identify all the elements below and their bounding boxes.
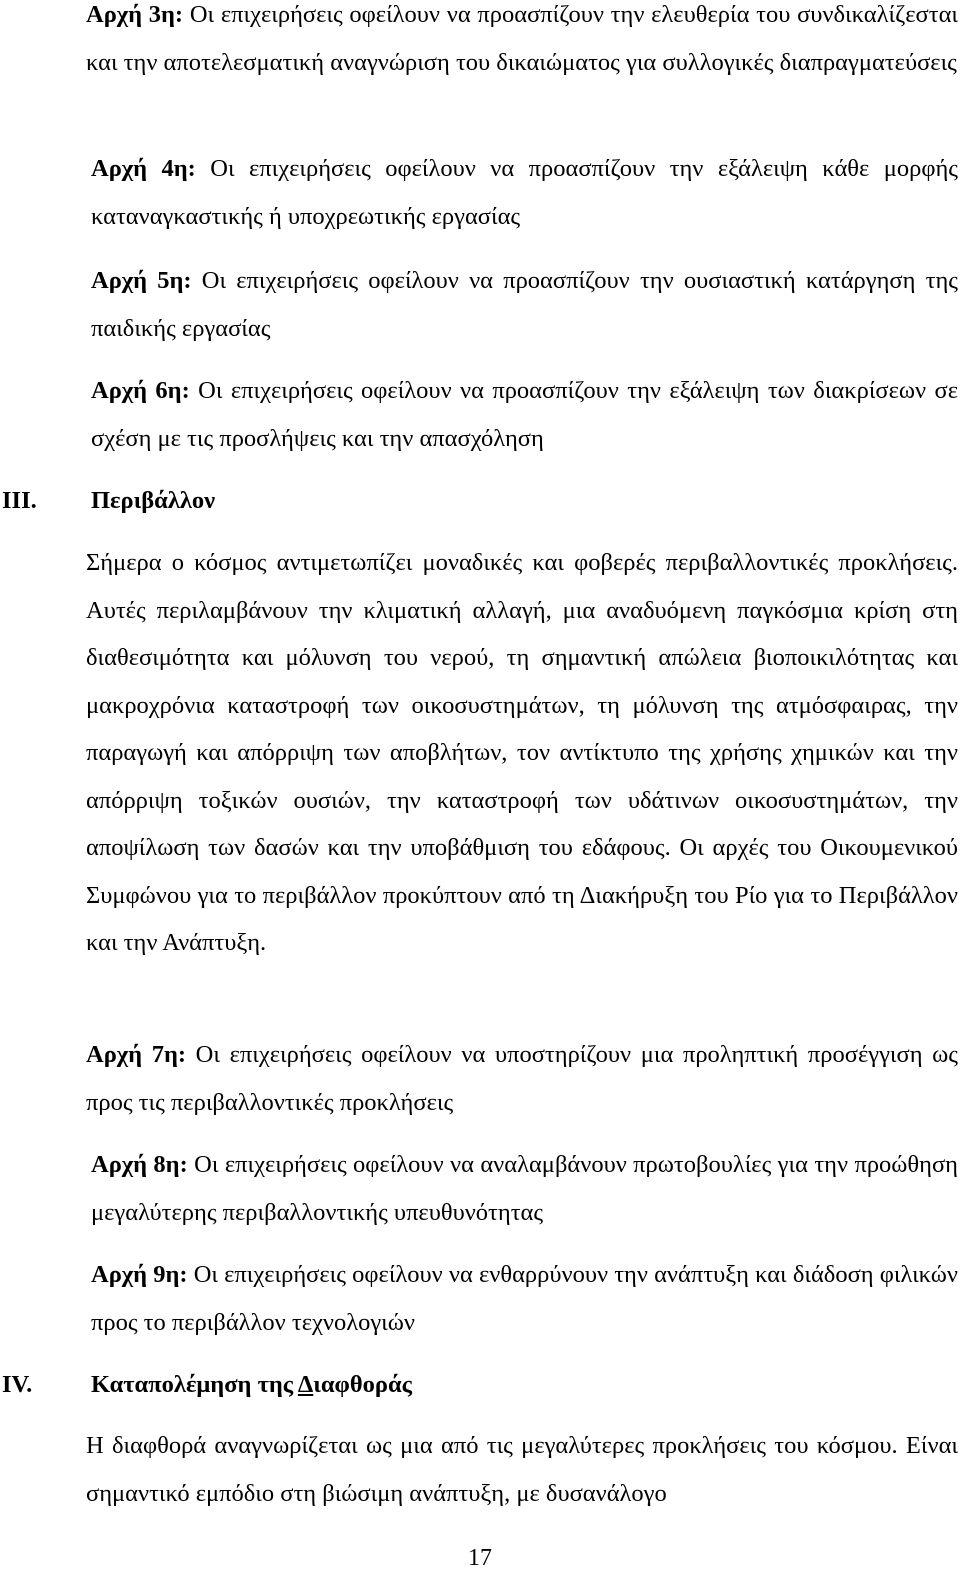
principle-4-paragraph [91,145,958,240]
principle-5-text: Οι επιχειρήσεις οφείλουν να προασπίζουν την ουσιαστική κατάργηση της παιδικής εργασίας [91,267,958,342]
principle-9-lead: Αρχή 9η: [91,1261,188,1288]
section-3-number: III. [2,487,37,514]
principle-6-lead: Αρχή 6η: [91,377,190,404]
principle-5-lead: Αρχή 5η: [91,267,192,294]
principle-7-lead: Αρχή 7η: [86,1041,187,1068]
principle-7-paragraph [86,1031,958,1126]
section-3-body: Σήμερα ο κόσμος αντιμετωπίζει μοναδικές και φοβερές περιβαλλοντικές προκλήσεις. Αυτές περιλαμβάνουν την κλιματική αλλαγή, μια αναδυόμενη παγκόσμια κρίση στη διαθεσιμότητα και μόλυνση του νερού, τη σημαντική απώλεια βιοποικιλότητας και μακροχρόνια καταστροφή των οικοσυστημάτων, τη μόλυνση της ατμόσφαιρας, την παραγωγή και απόρριψη των αποβλήτων, τον αντίκτυπο της χρήσης χημικών και την απόρριψη τοξικών ουσιών, την καταστροφή των υδάτινων οικοσυστημάτων, την αποψίλωση των δασών και την υποβάθμιση του εδάφους. Οι αρχές του Οικουμενικού Συμφώνου για το περιβάλλον προκύπτουν από τη Διακήρυξη του Ρίο για το Περιβάλλον και την Ανάπτυξη. [86,549,958,956]
principle-4-text: Οι επιχειρήσεις οφείλουν να προασπίζουν την εξάλειψη κάθε μορφής καταναγκαστικής ή υποχρεωτικής εργασίας [91,155,959,230]
section-4-heading [91,1370,412,1400]
section-3-heading: Περιβάλλον [91,487,216,514]
principle-3-lead: Αρχή 3η: [86,1,184,28]
section-4-heading-underlined: Δ [297,1371,314,1398]
principle-8-paragraph [91,1141,958,1236]
principle-6-paragraph [91,367,958,462]
section-4-heading-post: ιαφθοράς [313,1371,412,1398]
principle-4-lead: Αρχή 4η: [91,155,196,182]
section-4-heading-pre: Καταπολέμηση της [91,1371,298,1398]
principle-8-text: Οι επιχειρήσεις οφείλουν να αναλαμβάνουν πρωτοβουλίες για την προώθηση μεγαλύτερης περιβαλλοντικής υπευθυνότητας [91,1151,958,1226]
section-4-body: Η διαφθορά αναγνωρίζεται ως μια από τις μεγαλύτερες προκλήσεις του κόσμου. Είναι σημαντικό εμπόδιο στη βιώσιμη ανάπτυξη, με δυσανάλογο [86,1432,958,1507]
section-4-number: IV. [2,1371,33,1398]
principle-3-text: Οι επιχειρήσεις οφείλουν να προασπίζουν την ελευθερία του συνδικαλίζεσται και την αποτελεσματική αναγνώριση του δικαιώματος για συλλογικές διαπραγματεύσεις [86,1,958,76]
principle-5-paragraph [91,257,958,352]
principle-3-paragraph [86,0,958,86]
principle-9-text: Οι επιχειρήσεις οφείλουν να ενθαρρύνουν την ανάπτυξη και διάδοση φιλικών προς το περιβάλλον τεχνολογιών [91,1261,959,1336]
principle-9-paragraph [91,1251,958,1346]
page-number: 17 [468,1545,492,1571]
principle-7-text: Οι επιχειρήσεις οφείλουν να υποστηρίζουν μια προληπτική προσέγγιση ως προς τις περιβαλλοντικές προκλήσεις [86,1041,958,1116]
principle-8-lead: Αρχή 8η: [91,1151,188,1178]
principle-6-text: Οι επιχειρήσεις οφείλουν να προασπίζουν την εξάλειψη των διακρίσεων σε σχέση με τις προσλήψεις και την απασχόληση [91,377,958,452]
